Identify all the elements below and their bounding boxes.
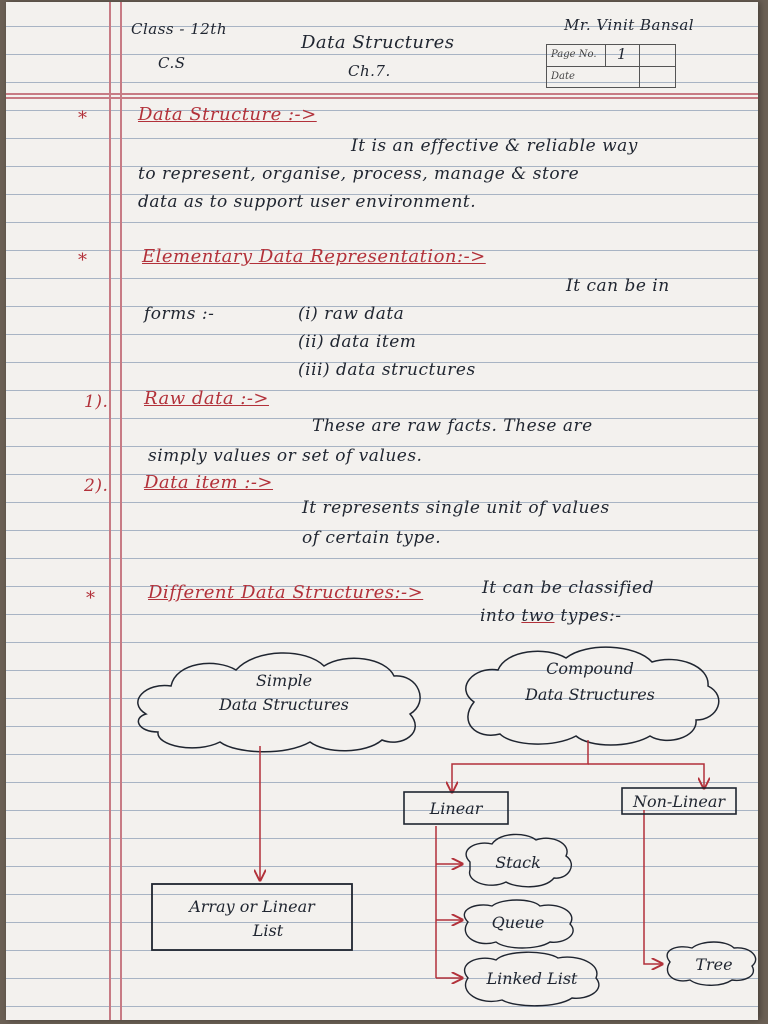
form-item-3: (iii) data structures [298,360,476,380]
connector-lines [260,740,704,978]
subject-label: C.S [158,54,186,72]
data-item-line-2: of certain type. [302,528,442,548]
bullet-star: * [78,108,88,129]
stack-label: Stack [495,853,541,872]
definition-line-2: to represent, organise, process, manage & store [138,164,580,184]
form-item-1: (i) raw data [298,304,405,324]
page-no-label: Page No. [551,49,597,60]
chapter-label: Ch.7. [348,62,391,80]
non-linear-label: Non-Linear [632,792,726,811]
bullet-star: * [78,250,88,271]
simple-label-2: Data Structures [219,695,349,714]
definition-line-3: data as to support user environment. [138,192,477,212]
different-line-2: into two types:- [480,606,622,626]
linked-list-label: Linked List [486,969,578,988]
page-title: Data Structures [301,32,455,53]
raw-data-line-1: These are raw facts. These are [312,416,593,436]
different-line-1: It can be classified [482,578,654,598]
page-no-value: 1 [617,45,628,63]
array-label-2: List [252,921,284,940]
definition-line-1: It is an effective & reliable way [351,136,638,156]
array-box [152,884,352,950]
elementary-heading: Elementary Data Representation:-> [142,246,486,267]
linear-label: Linear [429,799,483,818]
elementary-intro: It can be in [566,276,670,296]
section-number-2: 2). [84,476,109,496]
data-item-line-1: It represents single unit of values [302,498,610,518]
notebook-page [6,2,758,1020]
author-name: Mr. Vinit Bansal [564,16,695,34]
forms-label: forms :- [144,304,215,324]
bullet-star: * [86,588,96,609]
simple-label-1: Simple [255,671,313,690]
class-label: Class - 12th [131,20,227,38]
raw-data-line-2: simply values or set of values. [148,446,423,466]
date-label: Date [551,71,575,82]
tree-label: Tree [695,955,733,974]
form-item-2: (ii) data item [298,332,417,352]
data-item-heading: Data item :-> [144,472,274,493]
section-number-1: 1). [84,392,109,412]
different-heading: Different Data Structures:-> [148,582,424,603]
data-structure-heading: Data Structure :-> [138,104,317,125]
array-label-1: Array or Linear [189,897,315,916]
classification-diagram [6,2,758,1020]
raw-data-heading: Raw data :-> [144,388,269,409]
queue-label: Queue [491,913,545,932]
compound-label-2: Data Structures [525,685,655,704]
compound-label-1: Compound [546,659,634,678]
